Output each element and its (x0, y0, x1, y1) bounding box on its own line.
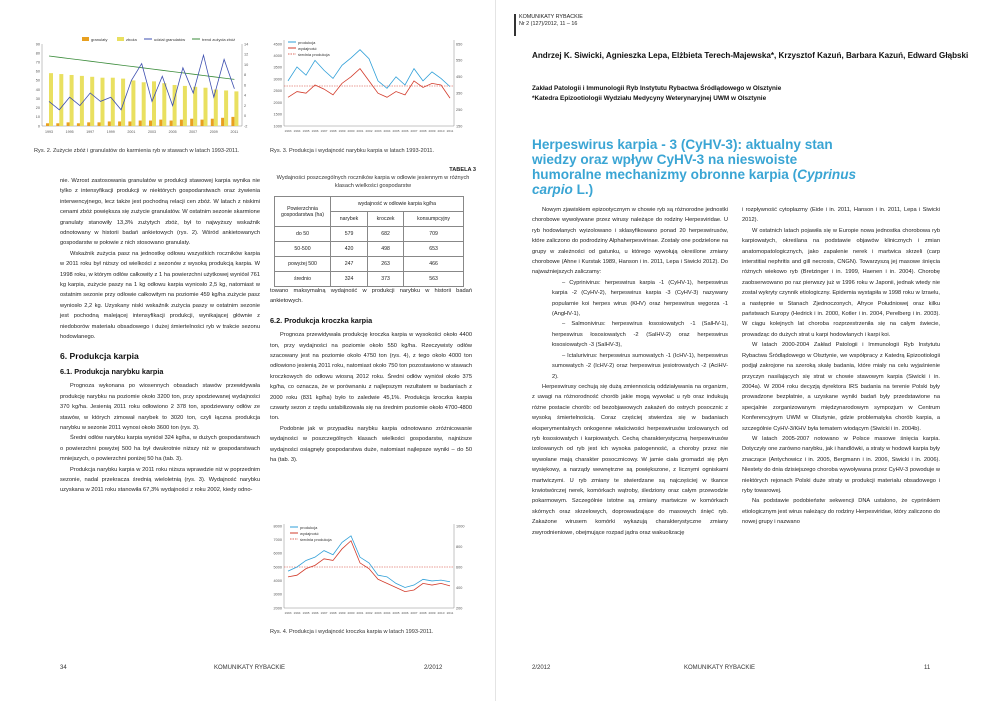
fig4-x-label: 1997 (320, 611, 328, 615)
r-col1-p1: Nowym zjawiskiem epizootycznym w chowie ryb są różnorodne jednostki chorobowe wywoływane przez wirusy należące do rodziny Herpesviridae. U ryb hodowlanych wyizolowano i sklasyfikowano ponad 20 herpeswirusów, które zaliczono do podrodziny Alphaherpesvirinae. Zostały one podzielone na grupy w zależności od gatunku, u którego wywołują określone zmiany chorobowe (Ahne i Kurstak 1989, Hanson i in. 2011, Lepa i Siwicki 2012). Do najważniejszych zaliczamy: (532, 207, 728, 276)
fig2-y-right-tick: 8 (244, 73, 247, 78)
right-footer-issue: 2/2012 (532, 665, 551, 671)
table-cell: 263 (368, 257, 404, 272)
fig2-bar-granulaty (98, 122, 101, 126)
fig2-bar-granulaty (201, 120, 204, 126)
fig2-x-label: 1993 (45, 130, 53, 134)
r-col1-p2: Herpeswirusy cechują się dużą zmiennością oddziaływania na organizm, z uwagi na różnorodność chorób jakie mogą wywołać u ryb oraz indukują różne postacie chorób: od bezobjawowych zakażeń do ostrych posocznic z wysoką śmiertelnością. Coraz częściej stwierdza się w badaniach eksperymentalnych onkogenne właściwości herpeswirusów izolowanych od ryb łososiowatych i karpiowatych. Cechą charakterystyczną herpeswirusów izolowanych od ryb jest ich wysoka patogenność, a choroby przez nie wywołane mają charakter posocznicowy. W jamie ciała gromadzi się płyn wysiękowy, a narządy wewnętrzne są powiększone, z licznymi ogniskami martwiczymi. U ryb zmiany te stwierdzane są najczęściej w tkance krwiotwórczej nerek, komórkach wątroby, śledziony oraz całym przewodzie pokarmowym. Szczególnie istotne są zmiany martwicze w komórkach skórnych oraz skrzelowych, doprowadzające do masowych śnięć ryb. Zakażone wirusem komórki wykazują charakterystyczne zmiany zwyrodnieniowe, obejmujące rozpad jądra oraz wakuolizację (532, 383, 728, 536)
fig2-x-label: 2005 (168, 130, 177, 134)
fig2-bar-zboza (49, 73, 53, 126)
fig4-x-label: 1998 (329, 611, 337, 615)
fig2-y-right-tick: -2 (244, 124, 248, 129)
fig2-y-left-tick: 20 (35, 106, 40, 111)
table-cell: 373 (368, 272, 404, 287)
fig4-production-line (288, 536, 450, 588)
r-col2-p5: Na podstawie podobieństw sekwencji DNA ustalono, że cyprinikiem etiologicznym jest wirus należący do rodziny Herpesviridae, który zaliczono do nowej grupy i nazwano (742, 498, 940, 526)
r-col2-p1: i rozpływność cytoplazmy (Eide i in. 2011, Hanson i in. 2011, Lepa i Siwicki 2012). (742, 207, 940, 224)
r-col1-item2: – Salmonivirus: herpeswirus łososiowatych -1 (SalHV-1), herpeswirus łososiowatych -2 (SalHV-2) oraz herpeswirus łososiowatych -3 (SalHV-3), (552, 321, 728, 349)
fig2-bar-granulaty (149, 121, 152, 126)
figure-3-caption: Rys. 3. Produkcja i wydajność narybku karpia w latach 1993-2011. (270, 148, 435, 154)
r-col2-p4: W latach 2005-2007 notowano w Polsce masowe śnięcia karpia. Dotyczyły one zarówno narybku, jak i handlówki, a straty w hodowli karpia były znaczące (Antychowicz i in. 2005, Bergmann i in. 2006, Siwicki i in. 2006). Niestety do dnia dzisiejszego choroba wywoływana przez CyHV-3 powoduje w niektórych rejonach Polski duże straty w produkcji materiału obsadowego i ryby towarowej. (742, 435, 940, 494)
fig3-x-label: 2011 (446, 129, 454, 133)
fig4-legend-2: średnia produkcja (300, 537, 332, 542)
title-part2: L.) (572, 182, 594, 197)
fig3-x-label: 2010 (437, 129, 445, 133)
fig4-x-label: 1999 (338, 611, 346, 615)
fig3-x-label: 1998 (329, 129, 337, 133)
figure-3-chart (264, 34, 476, 138)
fig2-x-label: 2009 (209, 130, 218, 134)
right-page-number: 11 (924, 665, 931, 671)
fig3-x-label: 1999 (338, 129, 346, 133)
fig4-y-right-tick: 1000 (456, 524, 465, 529)
fig2-x-label: 2003 (148, 130, 156, 134)
fig2-y-right-ticks (244, 42, 248, 128)
table-cell: średnio (275, 272, 331, 287)
fig2-legend (82, 37, 235, 42)
fig2-bar-zboza (101, 78, 105, 126)
right-col1 (532, 205, 728, 538)
fig3-y-left-tick: 3500 (273, 65, 282, 70)
fig4-y-left-tick: 5000 (273, 565, 282, 570)
fig2-x-label: 2001 (127, 130, 136, 134)
fig3-y-left-tick: 2000 (273, 100, 282, 105)
fig3-x-label: 2001 (356, 129, 364, 133)
fig3-y-right-tick: 650 (456, 42, 463, 47)
fig3-x-label: 1995 (302, 129, 310, 133)
table-row (275, 227, 464, 242)
table-cell: 466 (404, 257, 464, 272)
fig4-legend (290, 525, 332, 542)
right-footer-journal: KOMUNIKATY RYBACKIE (684, 665, 756, 671)
article-title (532, 137, 862, 197)
section-6-1-heading: 6.1. Produkcja narybku karpia (60, 366, 164, 376)
table-3-subheader: kroczek (368, 212, 404, 227)
l-col2-p2: Prognoza przewidywała produkcję kroczka karpia w wysokości około 4400 ton, przy wydajności na poziomie około 550 kg/ha. Rzeczywisty odłów szacowany jest na poziomie około 4750 ton (rys. 4), z tego około 4000 ton odłowiono jesienią 2011 roku, natomiast około 750 ton pozostawiono w stawach kroczkowych do odłowu wiosną 2012 roku. Średni odłów wyniósł około 375 kg/ha, co oznacza, że w porównaniu z najlepszym rezultatem w badaniach z 2000 roku (831 kg/ha) było to zaledwie 45,1%. Produkcja kroczka karpia czwarty sezon z rzędu ustabilizowała się na średnim poziomie około 4700-4800 ton. (270, 332, 472, 422)
fig3-x-label: 2007 (410, 129, 418, 133)
fig2-bar-granulaty (67, 122, 70, 126)
fig2-y-left-tick: 60 (35, 69, 40, 74)
fig4-y-left-tick: 8000 (273, 524, 282, 529)
fig3-x-label: 2008 (419, 129, 427, 133)
fig3-x-label: 1994 (293, 129, 301, 133)
fig2-bar-zboza (224, 90, 228, 126)
fig3-y-right-tick: 350 (456, 91, 463, 96)
fig2-y-right-tick: 0 (244, 114, 247, 119)
l-col1-p1: nie. Wzrost zastosowania granulatów w produkcji stawowej karpia wynika nie tylko z intensyfikacji produkcji w niektórych gospodarstwach oraz żywienia interwencyjnego, lecz także jest pochodną relacji cen zbóż. W latach z niskimi cenami zbóż powiększa się zużycie granulatów. W ostatnim sezonie skarmione granulaty stanowiły 13,3% zużytych zbóż, był to najwyższy wskaźnik odnotowany w historii badań ankietowych (rys. 2). Wśród ankietowanych gospodarstw w połowie z nich stosowano granulaty. (60, 178, 260, 247)
figure-2-chart (22, 34, 258, 138)
r-col1-item1: – Cyprinivirus: herpeswirus karpia -1 (CyHV-1), herpeswirus karpia -2 (CyHV-2), herpeswirus karpia -3 (CyHV-3) nazywany popularnie koi herpes wirus (KHV) oraz herpeswirus węgorza -1 (AngHV-1), (552, 279, 728, 318)
fig4-y-right-tick: 600 (456, 565, 463, 570)
figure-4-caption: Rys. 4. Produkcja i wydajność kroczka karpia w latach 1993-2011. (270, 629, 434, 635)
fig3-x-label: 2006 (401, 129, 409, 133)
fig4-x-label: 2002 (365, 611, 373, 615)
fig2-y-left-tick: 10 (35, 115, 40, 120)
left-footer-issue: 2/2012 (424, 665, 443, 671)
fig2-bar-granulaty (159, 120, 162, 126)
fig3-yield-line (288, 69, 450, 99)
fig3-x-label: 2000 (347, 129, 355, 133)
fig3-y-left-tick: 3000 (273, 77, 282, 82)
fig2-bar-zboza (193, 87, 197, 126)
fig3-y-right-tick: 250 (456, 107, 463, 112)
l-col1-p4: Średni odłów narybku karpia wyniósł 324 kg/ha, w dużych gospodarstwach o powierzchni powyżej 500 ha był dwukrotnie niższy niż w gospodarstwach mniejszych, o powierzchni poniżej 50 ha (tab. 3). (60, 435, 260, 463)
fig2-bar-granulaty (118, 121, 121, 126)
fig4-y-left-tick: 4000 (273, 578, 282, 583)
table-row (275, 242, 464, 257)
fig4-x-label: 2010 (437, 611, 445, 615)
fig4-y-left-tick: 2000 (273, 606, 282, 611)
fig2-x-label: 2011 (230, 130, 239, 134)
left-col1 (60, 176, 260, 496)
fig4-x-labels (285, 611, 454, 615)
fig4-x-label: 2000 (347, 611, 355, 615)
fig3-y-left-tick: 4000 (273, 54, 282, 59)
fig2-y-left-tick: 80 (35, 51, 40, 56)
left-col2 (270, 286, 472, 466)
fig4-x-label: 1995 (302, 611, 310, 615)
fig3-x-label: 1993 (284, 129, 292, 133)
fig2-bar-granulaty (128, 121, 131, 126)
fig4-y-left-tick: 6000 (273, 551, 282, 556)
fig3-y-left-tick: 4500 (273, 42, 282, 47)
fig3-legend-0: produkcja (298, 40, 316, 45)
fig2-x-labels (45, 130, 238, 134)
table-cell: 247 (331, 257, 368, 272)
left-page-number: 34 (60, 665, 67, 671)
fig3-x-label: 2002 (365, 129, 373, 133)
fig3-x-label: 1996 (311, 129, 319, 133)
fig2-bar-granulaty (221, 118, 224, 126)
fig2-bar-zboza (234, 91, 238, 126)
fig4-x-label: 1996 (311, 611, 319, 615)
fig4-legend-0: produkcja (300, 525, 318, 530)
fig2-bar-zboza (121, 79, 125, 126)
fig3-y-left-tick: 2500 (273, 89, 282, 94)
table-3-caption: Wydajności poszczególnych roczników karpia w odłowie jesiennym w różnych klasach wielkości gospodarstw (276, 175, 470, 189)
fig2-bar-zboza (204, 88, 208, 126)
table-3-block (270, 166, 476, 287)
fig3-legend-1: wydajność (298, 46, 317, 51)
fig2-legend-udzial: udział granulatów (154, 37, 186, 42)
fig4-x-label: 1994 (293, 611, 301, 615)
table-3-group-header: wydajność w odłowie karpia kg/ha (331, 197, 464, 212)
fig2-x-label: 1999 (106, 130, 115, 134)
fig2-bar-granulaty (77, 123, 80, 126)
fig4-x-label: 2004 (383, 611, 391, 615)
right-col2 (742, 205, 940, 528)
fig2-legend-granulaty: granulaty (91, 37, 108, 42)
table-cell: 498 (368, 242, 404, 257)
r-col2-p2: W ostatnich latach pojawiła się w Europie nowa jednostka chorobowa ryb karpiowatych, określana na podstawie objawów klinicznych i zmian anatomopatologicznych, jako zapalenie nerek i martwica skrzeli (carp interstitial nephritis and gill necrosis, CNGN). Towarzyszą jej masowe śnięcia różnych wiekowo ryb (Bretzinger i in. 1999, Haenen i in. 2004). Chorobę zaobserwowano po raz pierwszy już w 1996 roku w Japonii, jednak wtedy nie został wykryty czynnik etiologiczny. Epidemia wystąpiła w 1998 roku w Izraelu, a następnie w Stanach Zjednoczonych, Afryce Południowej oraz kilku państwach Europy (Hedrick i in. 2000, Kotler i in. 2004, Perelberg i in. 2003). W ciągu kolejnych lat choroba rozprzestrzeniła się na całym świecie, prowadząc do dużych strat u karpi hodowlanych i karpi koi. (742, 227, 940, 338)
table-cell: 50-500 (275, 242, 331, 257)
l-col1-p2: Wskaźnik zużycia pasz na jednostkę odłowu wszystkich roczników karpia w 2011 roku był niższy od wielkości z sezonów z wysoką produkcją karpia. W 1998 roku, w którym odłów całkowity z 1 ha powierzchni użytkowej wyniósł 761 kg karpia, zużycie paszy na 1 kg odłowu karpia wyniosło 2,5 kg, natomiast w ostatnim sezonie przy odłowie całkowitym na poziomie 459 kg/ha zużycie pasz wyniosło 2,2 kg. Uzyskany niski wskaźnik zużycia paszy w ostatnim sezonie jest pochodną malejącej intensyfikacji produkcji, wynikającej głównie z niedoborów materiału obsadowego i dużej śmiertelności ryb w trakcie sezonu hodowlanego. (60, 250, 260, 341)
fig2-y-left-tick: 0 (37, 124, 40, 129)
fig3-x-label: 2003 (374, 129, 382, 133)
fig4-legend-1: wydajność (300, 531, 319, 536)
affiliation-2: *Katedra Epizootiologii Wydziału Medycyny Weterynaryjnej UWM w Olsztynie (532, 95, 767, 103)
fig4-y-right-tick: 800 (456, 544, 463, 549)
affiliation-1: Zakład Patologii i Immunologii Ryb Instytutu Rybactwa Śródlądowego w Olsztynie (532, 85, 782, 92)
l-col2-p3: Podobnie jak w przypadku narybku karpia odnotowano zróżnicowanie wydajności w poszczególnych klasach wielkości gospodarstw, najniższe wydajności osiągnęły gospodarstwa duże, natomiast najlepsze wyniki – do 50 ha (tab. 3). (270, 425, 472, 464)
fig2-y-left-tick: 50 (35, 78, 40, 83)
fig2-bar-zboza (183, 86, 187, 126)
table-3 (274, 196, 464, 287)
fig4-x-label: 2003 (374, 611, 382, 615)
table-cell: 420 (331, 242, 368, 257)
table-cell: do 50 (275, 227, 331, 242)
table-3-label: TABELA 3 (449, 167, 476, 173)
fig2-y-right-tick: 2 (244, 103, 247, 108)
fig2-bar-granulaty (108, 121, 111, 126)
fig3-x-label: 1997 (320, 129, 328, 133)
fig2-bar-granulaty (139, 121, 142, 126)
table-cell: 563 (404, 272, 464, 287)
table-3-subheader: konsumpcyjny (404, 212, 464, 227)
section-6-heading: 6. Produkcja karpia (60, 350, 139, 361)
table-cell: 324 (331, 272, 368, 287)
fig2-bar-zboza (142, 82, 146, 126)
header-issue: Nr 2 (127)/2012, 11 – 16 (519, 21, 578, 27)
fig4-y-right-ticks (456, 524, 464, 610)
fig4-x-label: 2011 (446, 611, 454, 615)
fig3-y-left-tick: 1000 (273, 124, 282, 129)
fig4-x-label: 2008 (419, 611, 427, 615)
figure-4-chart (264, 520, 476, 622)
fig4-x-label: 2005 (392, 611, 400, 615)
fig4-x-label: 2009 (428, 611, 436, 615)
fig2-bar-granulaty (56, 123, 59, 126)
title-part1: Herpeswirus karpia - 3 (CyHV-3): aktualny stan wiedzy oraz wpływ CyHV-3 na nieswoiste humoralne mechanizmy obronne karpia ( (532, 137, 833, 182)
fig2-bar-zboza (90, 77, 94, 126)
fig4-yield-line (288, 541, 450, 592)
table-cell: 682 (368, 227, 404, 242)
fig2-legend-zboza: zboża (126, 37, 137, 42)
fig2-bar-granulaty (46, 123, 49, 126)
fig3-x-label: 2004 (383, 129, 391, 133)
fig2-y-right-tick: 12 (244, 52, 249, 57)
right-page (496, 0, 992, 701)
fig2-bar-granulaty (87, 122, 90, 126)
fig3-y-right-tick: 550 (456, 58, 463, 63)
fig2-bar-zboza (162, 83, 166, 126)
left-footer-journal: KOMUNIKATY RYBACKIE (214, 665, 286, 671)
fig2-y-left-tick: 70 (35, 60, 40, 65)
l-col1-p3: Prognoza wykonana po wiosennych obsadach stawów przewidywała produkcję narybku na poziomie około 3200 ton, przy spodziewanej wydajności 370 kg/ha. Jesienią 2011 roku odłowiono 2 378 ton, spodziewany odłów ze stawów, w których zimował narybek to 3020 ton, czyli łączna produkcja narybku w sezonie 2011 wynosi około 3600 ton (rys. 3). (60, 383, 260, 431)
fig3-x-label: 2009 (428, 129, 436, 133)
l-col2-p1: towano maksymalną wydajność w produkcji narybku w historii badań ankietowych. (270, 288, 472, 305)
fig2-y-right-tick: 14 (244, 42, 249, 47)
fig3-y-right-ticks (456, 42, 462, 128)
l-col1-p5: Produkcja narybku karpia w 2011 roku niższa wprawdzie niż w poprzednim sezonie, nadal przekracza średnią wieloletnią (rys. 3). Wydajność narybku uzyskana w 2011 roku stanowiła 67,3% wydajności z roku 2002, kiedy odno- (60, 466, 260, 494)
fig2-bar-granulaty (170, 121, 173, 126)
fig2-y-left-tick: 90 (35, 42, 40, 47)
fig2-y-left-tick: 40 (35, 87, 40, 92)
title-latin: Cyprinus carpio (532, 167, 857, 197)
fig4-y-left-tick: 7000 (273, 537, 282, 542)
fig2-y-left-tick: 30 (35, 96, 40, 101)
fig2-bar-zboza (59, 74, 63, 126)
figure-2-caption: Rys. 2. Zużycie zbóż i granulatów do karmienia ryb w stawach w latach 1993-2011. (34, 148, 240, 154)
fig3-y-right-tick: 150 (456, 124, 463, 129)
table-3-subheader: narybek (331, 212, 368, 227)
fig2-bar-zboza (131, 80, 135, 126)
fig3-legend-2: średnia produkcja (298, 52, 330, 57)
fig4-x-label: 2007 (410, 611, 418, 615)
fig4-x-label: 1993 (284, 611, 292, 615)
running-header (514, 14, 583, 36)
fig2-x-label: 1997 (86, 130, 95, 134)
fig2-y-right-tick: 10 (244, 62, 249, 67)
table-cell: 709 (404, 227, 464, 242)
section-6-2-heading: 6.2. Produkcja kroczka karpia (270, 315, 373, 325)
fig2-x-label: 2007 (189, 130, 198, 134)
fig2-y-right-tick: 4 (244, 93, 247, 98)
fig4-y-right-tick: 200 (456, 606, 463, 611)
table-row (275, 257, 464, 272)
fig3-legend (288, 40, 330, 57)
fig2-bar-zboza (152, 81, 156, 126)
table-cell: 579 (331, 227, 368, 242)
fig2-y-right-tick: 6 (244, 83, 247, 88)
fig4-y-right-tick: 400 (456, 585, 463, 590)
authors: Andrzej K. Siwicki, Agnieszka Lepa, Elżbieta Terech-Majewska*, Krzysztof Kazuń, Barbara Kazuń, Edward Głąbski (532, 51, 969, 60)
fig2-bar-zboza (173, 85, 177, 126)
fig2-bar-granulaty (190, 119, 193, 126)
fig3-y-left-ticks (274, 42, 282, 128)
r-col2-p3: W latach 2000-2004 Zakład Patologii i Immunologii Ryb Instytutu Rybactwa Śródlądowego w Olsztynie, we współpracy z Katedrą Epizootiologii podjął zakrojone na szeroką skalę badania, które miały na celu wyjaśnienie przyczyn nasilających się strat w chowie stawowym karpia (Siwicki i in. 2004a). W 2004 roku decyzją dyrektora IRS badania na terenie Polski były prowadzone bezpłatnie, a uzyskane wyniki badań były przedstawione na specjalnie zorganizowanym międzynarodowym sympozjum w Centrum Konferencyjnym UWM w Olsztynie, gdzie problematyka chorób karpia, a szczególnie CyHV-3/KHV była tematem wiodącym (Siwicki i in. 2004b). (742, 342, 940, 432)
fig2-y-left-ticks (36, 42, 40, 128)
fig4-x-label: 2001 (356, 611, 364, 615)
fig3-x-label: 2005 (392, 129, 400, 133)
fig2-bar-granulaty (180, 120, 183, 126)
r-col1-item3: – Ictalurivirus: herpeswirus sumowatych -1 (IcHV-1), herpeswirus sumowatych -2 (IcHV-2) oraz herpeswirus jesiotrowatych -2 (AciHV-2). (552, 352, 728, 380)
header-journal: KOMUNIKATY RYBACKIE (519, 14, 583, 20)
affiliations (532, 84, 972, 105)
fig2-bar-granulaty (231, 117, 234, 126)
table-cell: powyżej 500 (275, 257, 331, 272)
fig4-y-left-ticks (274, 524, 282, 610)
fig3-y-right-tick: 450 (456, 75, 463, 80)
table-3-col0-header: Powierzchnia gospodarstwa (ha) (275, 197, 331, 227)
fig2-legend-trend: trend zużycia zbóż (202, 37, 236, 42)
fig2-bar-granulaty (211, 119, 214, 126)
fig4-x-label: 2006 (401, 611, 409, 615)
table-cell: 653 (404, 242, 464, 257)
table-row (275, 272, 464, 287)
fig4-y-left-tick: 3000 (273, 592, 282, 597)
fig3-y-left-tick: 1500 (273, 112, 282, 117)
fig3-x-labels (285, 129, 454, 133)
fig2-x-label: 1995 (65, 130, 74, 134)
